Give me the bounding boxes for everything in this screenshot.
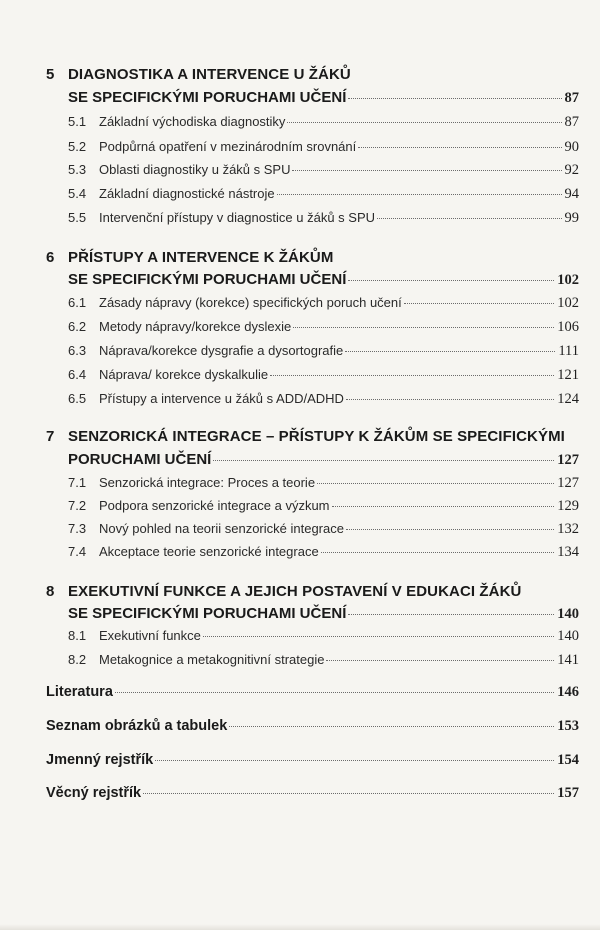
section-number: 6.2	[68, 319, 87, 334]
toc-entry[interactable]	[68, 498, 579, 515]
section-number: 8.2	[68, 652, 87, 667]
dot-leader	[203, 636, 554, 637]
section-number: 7.1	[68, 475, 87, 490]
dot-leader	[155, 760, 554, 761]
toc-entry[interactable]	[68, 319, 579, 336]
toc-entry[interactable]	[68, 210, 579, 227]
section-number: 5.3	[68, 162, 87, 177]
section-title: Náprava/korekce dysgrafie a dysortografie	[99, 343, 344, 358]
page-number: 153	[557, 718, 579, 734]
chapter-8-heading	[46, 583, 521, 600]
section-title: Senzorická integrace: Proces a teorie	[99, 475, 316, 490]
chapter-number: 5	[46, 66, 55, 83]
section-title: Základní východiska diagnostiky	[99, 114, 286, 129]
chapter-5-heading	[46, 66, 351, 83]
page-number: 127	[557, 452, 579, 468]
section-number: 7.2	[68, 498, 87, 513]
toc-entry[interactable]	[68, 521, 579, 538]
page-number: 102	[557, 295, 579, 311]
section-title: Podpůrná opatření v mezinárodním srovnání	[99, 139, 357, 154]
chapter-title-line2: SE SPECIFICKÝMI PORUCHAMI UČENÍ	[68, 605, 347, 622]
toc-entry[interactable]	[68, 89, 579, 107]
back-matter-title: Jmenný rejstřík	[46, 752, 154, 768]
page-number: 141	[557, 652, 579, 668]
dot-leader	[115, 692, 554, 693]
dot-leader	[143, 793, 554, 794]
dot-leader	[348, 280, 554, 281]
toc-entry[interactable]	[68, 367, 579, 384]
toc-entry[interactable]	[68, 186, 579, 203]
chapter-title-line1: DIAGNOSTIKA A INTERVENCE U ŽÁKŮ	[68, 66, 351, 83]
section-title: Exekutivní funkce	[99, 628, 201, 643]
toc-entry-jmenny-rejstrik[interactable]	[46, 752, 579, 769]
section-number: 5.4	[68, 186, 87, 201]
section-title: Metody nápravy/korekce dyslexie	[99, 319, 292, 334]
page-number: 87	[564, 114, 579, 130]
section-title: Metakognice a metakognitivní strategie	[99, 652, 325, 667]
dot-leader	[229, 726, 554, 727]
page-number: 99	[564, 210, 579, 226]
chapter-6-heading	[46, 249, 333, 266]
page-number: 127	[557, 475, 579, 491]
page-number: 121	[557, 367, 579, 383]
page-number: 129	[557, 498, 579, 514]
dot-leader	[346, 399, 554, 400]
dot-leader	[326, 660, 554, 661]
toc-entry[interactable]	[68, 343, 579, 360]
toc-entry[interactable]	[68, 451, 579, 469]
dot-leader	[287, 122, 561, 123]
toc-entry[interactable]	[68, 475, 579, 492]
chapter-title-line1: SENZORICKÁ INTEGRACE – PŘÍSTUPY K ŽÁKŮM SE SPECIFICKÝMI	[68, 428, 565, 445]
dot-leader	[213, 460, 554, 461]
page-number: 140	[557, 606, 579, 622]
page-number: 134	[557, 544, 579, 560]
toc-entry-seznam-obrazku[interactable]	[46, 718, 579, 735]
dot-leader	[346, 529, 554, 530]
section-number: 6.4	[68, 367, 87, 382]
section-number: 6.1	[68, 295, 87, 310]
chapter-title-line1: EXEKUTIVNÍ FUNKCE A JEJICH POSTAVENÍ V EDUKACI ŽÁKŮ	[68, 583, 522, 600]
toc-entry[interactable]	[68, 391, 579, 408]
chapter-number: 8	[46, 583, 55, 600]
dot-leader	[293, 327, 554, 328]
chapter-title-line2: SE SPECIFICKÝMI PORUCHAMI UČENÍ	[68, 89, 347, 106]
page-number: 132	[557, 521, 579, 537]
toc-entry[interactable]	[68, 544, 579, 561]
section-title: Základní diagnostické nástroje	[99, 186, 275, 201]
dot-leader	[348, 614, 554, 615]
page-number: 157	[557, 785, 579, 801]
section-title: Náprava/ korekce dyskalkulie	[99, 367, 269, 382]
chapter-title-line2: PORUCHAMI UČENÍ	[68, 451, 212, 468]
section-number: 6.3	[68, 343, 87, 358]
back-matter-title: Literatura	[46, 684, 113, 700]
page-number: 94	[564, 186, 579, 202]
page-number: 87	[564, 90, 579, 106]
back-matter-title: Seznam obrázků a tabulek	[46, 718, 228, 734]
dot-leader	[348, 98, 561, 99]
section-number: 8.1	[68, 628, 87, 643]
toc-entry[interactable]	[68, 652, 579, 669]
page-number: 124	[557, 391, 579, 407]
dot-leader	[277, 194, 562, 195]
page-number: 111	[558, 343, 579, 359]
toc-entry[interactable]	[68, 628, 579, 645]
section-number: 6.5	[68, 391, 87, 406]
page-number: 146	[557, 684, 579, 700]
dot-leader	[292, 170, 561, 171]
dot-leader	[317, 483, 554, 484]
dot-leader	[321, 552, 555, 553]
page-number: 106	[557, 319, 579, 335]
section-title: Oblasti diagnostiky u žáků s SPU	[99, 162, 291, 177]
dot-leader	[404, 303, 555, 304]
section-number: 5.5	[68, 210, 87, 225]
section-number: 5.2	[68, 139, 87, 154]
dot-leader	[377, 218, 561, 219]
toc-entry[interactable]	[68, 139, 579, 156]
toc-entry-vecny-rejstrik[interactable]	[46, 785, 579, 802]
page-number: 140	[557, 628, 579, 644]
section-number: 7.4	[68, 544, 87, 559]
page-number: 92	[564, 162, 579, 178]
page-bottom-edge	[0, 924, 600, 930]
section-number: 7.3	[68, 521, 87, 536]
section-title: Akceptace teorie senzorické integrace	[99, 544, 319, 559]
dot-leader	[345, 351, 555, 352]
chapter-7-heading	[46, 428, 565, 445]
toc-entry-literatura[interactable]	[46, 684, 579, 701]
toc-entry[interactable]	[68, 162, 579, 179]
section-title: Přístupy a intervence u žáků s ADD/ADHD	[99, 391, 344, 406]
section-title: Intervenční přístupy v diagnostice u žáků s SPU	[99, 210, 376, 225]
page-number: 90	[564, 139, 579, 155]
toc-entry[interactable]	[68, 271, 579, 289]
dot-leader	[332, 506, 555, 507]
chapter-title-line1: PŘÍSTUPY A INTERVENCE K ŽÁKŮM	[68, 249, 334, 266]
section-number: 5.1	[68, 114, 87, 129]
dot-leader	[358, 147, 561, 148]
toc-entry[interactable]	[68, 114, 579, 131]
toc-entry[interactable]	[68, 295, 579, 312]
section-title: Podpora senzorické integrace a výzkum	[99, 498, 330, 513]
page-number: 102	[557, 272, 579, 288]
toc-entry[interactable]	[68, 605, 579, 623]
section-title: Nový pohled na teorii senzorické integrace	[99, 521, 344, 536]
page-number: 154	[557, 752, 579, 768]
section-title: Zásady nápravy (korekce) specifických poruch učení	[99, 295, 402, 310]
chapter-title-line2: SE SPECIFICKÝMI PORUCHAMI UČENÍ	[68, 271, 347, 288]
chapter-number: 7	[46, 428, 55, 445]
dot-leader	[270, 375, 554, 376]
chapter-number: 6	[46, 249, 55, 266]
back-matter-title: Věcný rejstřík	[46, 785, 142, 801]
